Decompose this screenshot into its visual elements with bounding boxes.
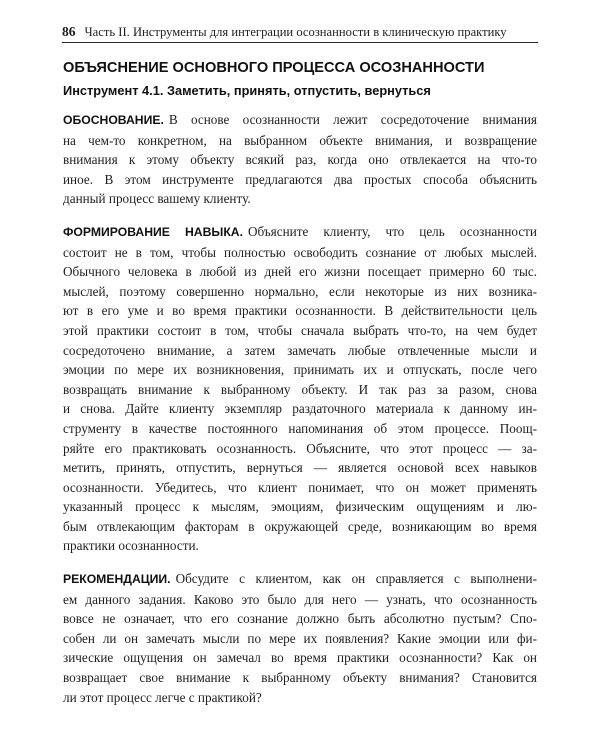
paragraph-lead: ФОРМИРОВАНИЕ НАВЫКА.: [63, 224, 243, 239]
text-line: на чем-то конкретном, на выбранном объекте внимания, и возвращение: [63, 132, 537, 148]
header-rule: [62, 42, 538, 43]
text-line: и снова. Дайте клиенту экземпляр раздаточного материала к данному ин-: [63, 401, 537, 417]
text-line: данный процесс вашему клиенту.: [63, 191, 251, 207]
text-line: эмоции по мере их возникновения, принимать их и отпускать, после чего: [63, 362, 537, 378]
text-line: ли этот процесс легче с практикой?: [63, 689, 262, 705]
text-line: возвращает свое внимание к выбранному объекту внимания? Становится: [63, 670, 537, 686]
running-title: Часть II. Инструменты для интеграции осознанности в клиническую практику: [84, 25, 507, 39]
text-line: Обычного человека в любой из дней его жизни посещает примерно 60 тыс.: [63, 264, 537, 280]
paragraph-lead: РЕКОМЕНДАЦИИ.: [63, 572, 171, 587]
text-line: ОБОСНОВАНИЕ. В основе осознанности лежит сосредоточение внимания: [63, 112, 537, 127]
text-line: этой практики состоит в том, чтобы сначала выбрать что-то, на чем будет: [63, 322, 537, 338]
paragraph-skill-building: [63, 222, 537, 556]
paragraph-rationale: [63, 110, 537, 209]
text-line: бым отвлекающим факторам в окружающей среде, возникающим во время: [63, 518, 537, 534]
text-line: струменту в качестве постоянного напоминания об этом процессе. Поощ-: [63, 420, 537, 436]
text-line: практики осознанности.: [63, 538, 199, 554]
text-line: вовсе не означает, что его сознание должно быть абсолютно пустым? Спо-: [63, 611, 537, 627]
text-line: возвращать внимание к выбранному объекту. И так раз за разом, снова: [63, 381, 537, 397]
text-line: ют в его уме и во время практики осознанности. В действительности цель: [63, 303, 537, 319]
paragraph-recommendations: [63, 569, 537, 707]
text-line: указанный процесс к мыслям, эмоциям, физическим ощущениям и лю-: [63, 499, 537, 515]
tool-title: Инструмент 4.1. Заметить, принять, отпустить, вернуться: [63, 83, 431, 98]
text-line: состоит не в том, чтобы полностью освободить сознание от любых мыслей.: [63, 244, 537, 260]
text-line: внимания к этому объекту всякий раз, когда оно отвлекается на что-то: [63, 152, 537, 168]
text-line: иное. В этом инструменте предлагаются два простых способа объяснить: [63, 171, 537, 187]
running-header: [62, 24, 538, 40]
page-content: [63, 59, 537, 707]
text-line: ряйте его практиковать осознанность. Объясните, что этот процесс — за-: [63, 440, 537, 456]
text-line: метить, принять, отпустить, вернуться — является основой всех навыков: [63, 460, 537, 476]
text-line: зические ощущения он замечал во время практики осознанности? Как он: [63, 650, 537, 666]
text-line: РЕКОМЕНДАЦИИ. Обсудите с клиентом, как он справляется с выполнени-: [63, 571, 537, 587]
text-line: ФОРМИРОВАНИЕ НАВЫКА. Объясните клиенту, что цель осознанности: [63, 223, 537, 239]
paragraph-lead: ОБОСНОВАНИЕ.: [63, 113, 164, 127]
text-line: ем данного задания. Каково это было для него — узнать, что осознанность: [63, 591, 537, 607]
page-number: 86: [62, 24, 76, 39]
text-line: осознанности. Убедитесь, что клиент понимает, что он может применять: [63, 479, 537, 495]
text-line: мыслей, поэтому совершенно нормально, если некоторые из них возника-: [63, 283, 537, 299]
section-title: ОБЪЯСНЕНИЕ ОСНОВНОГО ПРОЦЕССА ОСОЗНАННОСТИ: [63, 60, 485, 76]
text-line: сосредоточено внимание, а затем замечать любые отвлеченные мысли и: [63, 342, 537, 358]
text-line: собен ли он замечать мысли по мере их появления? Какие эмоции или фи-: [63, 630, 537, 646]
